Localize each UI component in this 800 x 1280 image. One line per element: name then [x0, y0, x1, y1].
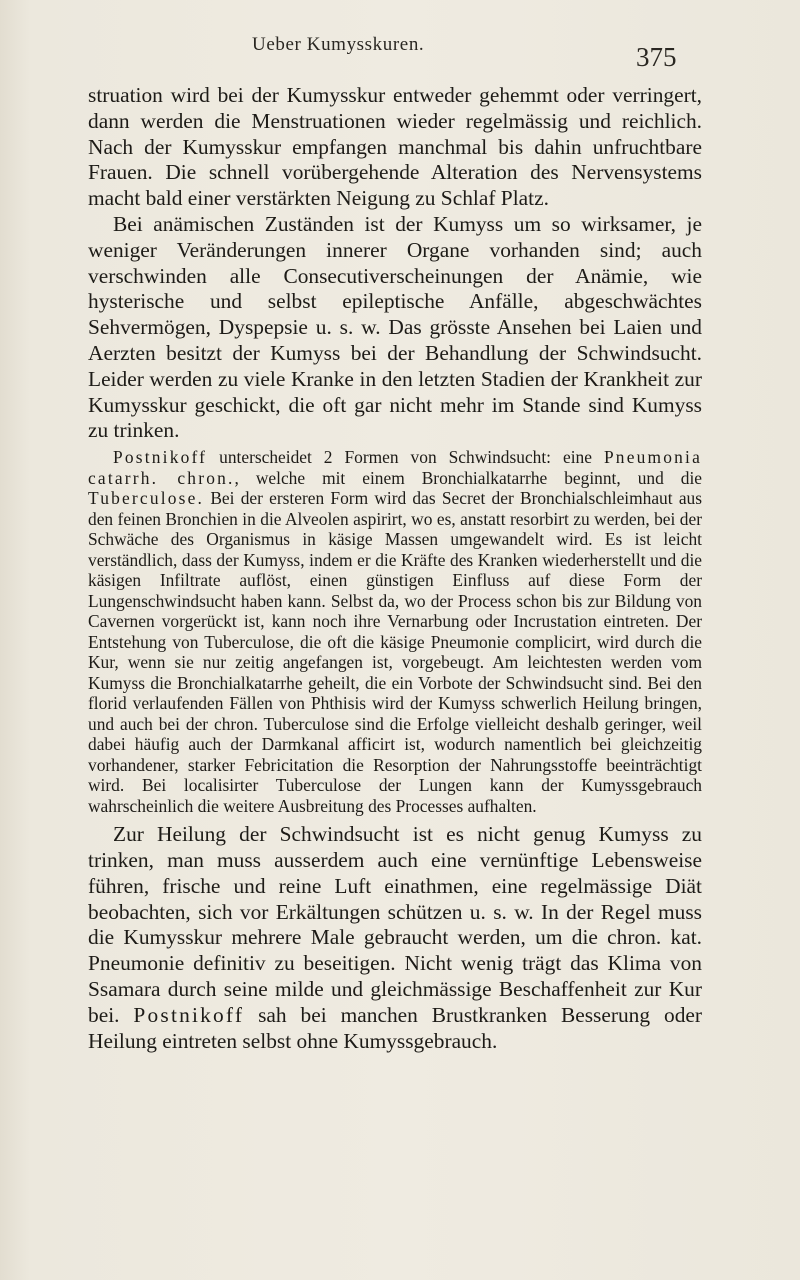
term-pneumonia: Pneumonia catarrh. chron.: [88, 447, 702, 488]
text-run: sah bei manchen Brustkranken Besserung oder Heilung eintreten selbst ohne Kumyssgebrauch.: [88, 1002, 703, 1053]
term-tuberculose: Tuberculose.: [88, 488, 205, 509]
text-run: unterscheidet 2 Formen von Schwindsucht: eine: [207, 447, 604, 468]
paragraph-postnikoff-forms: [88, 447, 702, 816]
running-title: Ueber Kumysskuren.: [252, 34, 425, 55]
body-text: [88, 83, 702, 1054]
author-name: Postnikoff: [113, 447, 208, 468]
text-run: , welche mit einem Bronchialkatarrhe beginnt, und die: [234, 467, 702, 488]
paragraph-menstruation: struation wird bei der Kumysskur entweder gehemmt oder verringert, dann werden die Menstruationen wieder regelmässig und reichlich. Nach der Kumysskur empfangen manchmal bis dahin unfruchtbare Frauen. Die schnell vorübergehende Alteration des Nervensystems macht bald einer verstärkten Neigung zu Schlaf Platz.: [88, 83, 702, 211]
page-header: [0, 34, 800, 74]
text-run: Zur Heilung der Schwindsucht ist es nicht genug Kumyss zu trinken, man muss ausserdem auch eine vernünftige Lebensweise führen, frische und reine Luft einathmen, eine regelmässige Diät beobachten, sich vor Erkältungen schützen u. s. w. In der Regel muss die Kumysskur mehrere Male gebraucht werden, um die chron. kat. Pneumonie definitiv zu beseitigen. Nicht wenig trägt das Klima von Ssamara durch seine milde und gleichmässige Beschaffenheit zur Kur bei.: [88, 822, 702, 1027]
author-name: Postnikoff: [133, 1002, 245, 1027]
paragraph-anaemia: Bei anämischen Zuständen ist der Kumyss um so wirksamer, je weniger Veränderungen innerer Organe vorhanden sind; auch verschwinden alle Consecutiverscheinungen der Anämie, wie hysterische und selbst epileptische Anfälle, abgeschwächtes Sehvermögen, Dyspepsie u. s. w. Das grösste Ansehen bei Laien und Aerzten besitzt der Kumyss bei der Behandlung der Schwindsucht. Leider werden zu viele Kranke in den letzten Stadien der Krankheit zur Kumysskur geschickt, die oft gar nicht mehr im Stande sind Kumyss zu trinken.: [88, 211, 702, 443]
page-number: 375: [636, 42, 677, 72]
paragraph-healing: [88, 822, 702, 1054]
text-run: Bei der ersteren Form wird das Secret der Bronchialschleimhaut aus den feinen Bronchien in die Alveolen aspirirt, wo es, anstatt resorbirt zu werden, bei der Schwäche des Organismus in käsige Massen umgewandelt wird. Es ist leicht verständlich, dass der Kumyss, indem er die Kräfte des Kranken wiederherstellt und die käsigen Infiltrate auflöst, einen günstigen Einfluss auf diese Form der Lungenschwindsucht haben kann. Selbst da, wo der Process schon bis zur Bildung von Cavernen vorgerückt ist, kann noch ihre Vernarbung oder Incrustation eintreten. Der Entstehung von Tuberculose, die oft die käsige Pneumonie complicirt, wird durch die Kur, wenn sie nur zeitig angefangen ist, vorgebeugt. Am leichtesten werden vom Kumyss die Bronchialkatarrhe geheilt, die ein Vorbote der Schwindsucht sind. Bei den florid verlaufenden Fällen von Phthisis wird der Kumyss schwerlich Heilung bringen, und auch bei der chron. Tuberculose sind die Erfolge vielleicht deshalb geringer, weil dabei häufig auch der Darmkanal afficirt ist, wodurch namentlich bei gleichzeitig vorhandener, starker Febricitation die Resorption der Nahrungsstoffe beeinträchtigt wird. Bei localisirter Tuberculose der Lungen kann der Kumyssgebrauch wahrscheinlich die weitere Ausbreitung des Processes aufhalten.: [88, 488, 702, 816]
